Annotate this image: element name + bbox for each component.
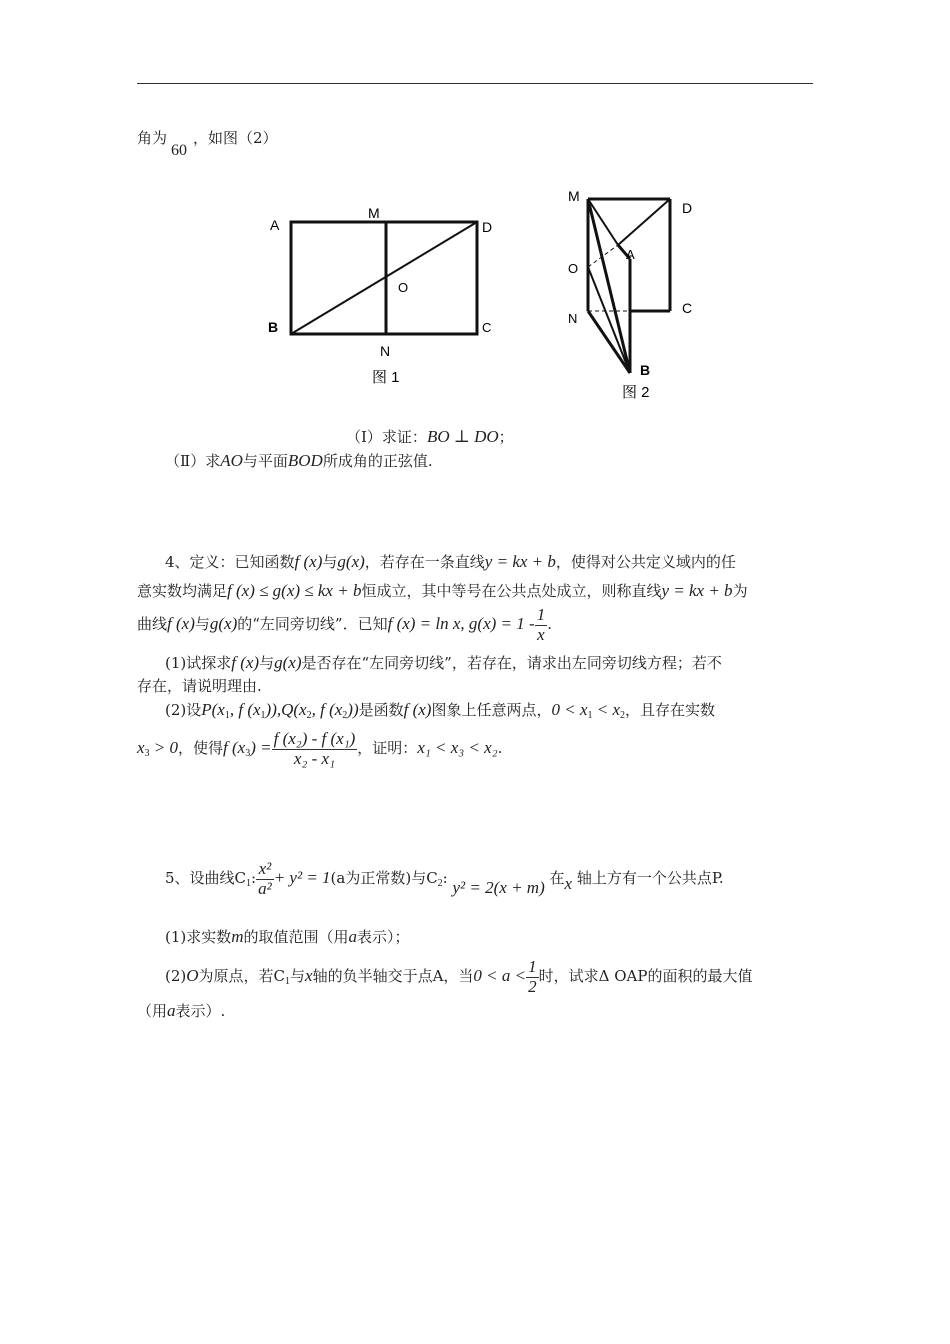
q4-p2-fx3b: ) =: [250, 738, 272, 758]
q4-p2-line1: [165, 701, 715, 721]
q5-p2d: 轴的负半轴交于点A，当: [312, 967, 474, 986]
fig2-label-D: D: [682, 200, 693, 216]
q3-part1: [346, 428, 514, 445]
q5-p1a: (1)求实数: [165, 928, 232, 946]
fig1-diagonal: [291, 222, 477, 334]
q4-l1b: ，若存在一条直线: [364, 553, 485, 571]
q4-period: .: [547, 615, 552, 634]
q5-plus-y: + y² = 1: [273, 868, 331, 888]
sub: 2: [306, 710, 312, 721]
q3-part1-math: BO ⊥ DO: [426, 427, 499, 446]
q4-line1: [165, 553, 736, 570]
q4-def-den: x: [537, 624, 545, 644]
header-rule: [137, 83, 813, 84]
q5-l1c: :: [442, 869, 448, 888]
fig1-label-N: N: [380, 343, 391, 359]
q4-p2-ineq-b: < x: [592, 700, 621, 719]
q3-part2-suffix: 所成角的正弦值.: [322, 452, 433, 470]
q4-gx-3: g(x): [274, 653, 302, 672]
q3-part2: [165, 452, 433, 469]
q5-p2a: (2): [165, 967, 187, 986]
q5-a-2: a: [167, 1001, 176, 1020]
q4-p1-line2: [137, 679, 262, 694]
q4-l1c: ，使得对公共定义域内的任: [555, 553, 736, 571]
q5-frac: [256, 860, 274, 898]
q4-p2-Pf: , f (x: [229, 700, 261, 719]
q5-l1e: 轴上方有一个公共点P.: [576, 869, 724, 888]
q4-p2-ineq-a: 0 < x: [551, 700, 588, 719]
sub: 3: [144, 748, 150, 760]
q4-l3a: 曲线: [137, 615, 168, 634]
q5-p1: [165, 928, 410, 945]
q4-p2-P: P(x: [201, 700, 225, 719]
sub: 1: [285, 976, 291, 988]
q4-line-eq: y = kx + b: [484, 552, 556, 571]
q5-a: a: [348, 927, 358, 946]
fig2-label-N: N: [568, 311, 578, 326]
q4-p2-den: x₂ - x₁: [293, 748, 335, 768]
q4-l2b: 恒成立，其中等号在公共点处成立，则称直线: [361, 582, 662, 600]
q5-half-num: 1: [528, 957, 537, 976]
q5-p2c: 与: [290, 967, 306, 986]
q5-l1d: 在: [549, 869, 565, 888]
q5-half-den: 2: [528, 976, 537, 996]
sub: 2: [342, 710, 348, 721]
q4-yu-2: 与: [194, 615, 210, 634]
q4-p2-points: [201, 700, 358, 719]
sub: 1: [224, 710, 230, 721]
q5-ineq: 0 < a <: [473, 966, 527, 986]
q4-gx-2: g(x): [209, 614, 238, 634]
q4-p2-x3: [137, 738, 179, 760]
q4-l3b: 的“左同旁切线”．已知: [237, 615, 388, 634]
q4-yu: 与: [322, 553, 338, 571]
fig1-label-B: B: [268, 319, 279, 335]
q4-p2d: ，且存在实数: [625, 701, 716, 719]
sub: 1: [246, 878, 252, 890]
q4-p1c: 存在，请说明理由.: [137, 677, 262, 695]
q4-l1a: 4、定义：已知函数: [165, 553, 295, 571]
q4-p2-Qend: )): [347, 700, 359, 719]
sub: 1: [587, 710, 593, 721]
q3-part1-suffix: ；: [498, 428, 514, 446]
intro-text: 角为: [137, 129, 168, 147]
q4-p2c: 图象上任意两点，: [431, 701, 552, 719]
sub: 1: [260, 710, 266, 721]
fig1-label-A: A: [270, 217, 280, 233]
sub: 2: [437, 878, 443, 890]
q5-num: x²: [256, 860, 274, 880]
fig1-label-D: D: [482, 219, 493, 235]
q5-p2b: 为原点，若C: [198, 967, 286, 986]
q4-line3: [137, 606, 552, 644]
intro-tail: ，如图（2）: [193, 129, 278, 147]
intro-line: [137, 129, 278, 159]
q4-p2-ineq: [551, 700, 625, 719]
q5-line1: [165, 860, 724, 898]
q4-p2f: ，证明：: [357, 739, 418, 758]
q4-period-2: .: [497, 739, 503, 758]
sub: 2: [620, 710, 626, 721]
angle-value: 60: [171, 142, 188, 159]
q4-def-num: 1: [536, 605, 546, 624]
q3-part2-math1: AO: [220, 451, 243, 470]
q5-eq2: y² = 2(x + m): [452, 878, 545, 898]
fig1-caption: 图 1: [372, 369, 400, 386]
q5-colon: :: [251, 869, 257, 888]
q4-p2-x3b: > 0: [149, 738, 179, 758]
q4-p2g: x₁ < x₃ < x₂: [417, 738, 498, 758]
q4-def-f: f (x) = ln x, g(x) = 1 -: [387, 614, 535, 634]
q5-l1b: (a为正常数)与C: [330, 869, 438, 888]
fig1-label-M: M: [368, 205, 380, 221]
q5-l1a: 5、设曲线C: [165, 869, 247, 888]
q4-p2e: ，使得: [178, 739, 224, 758]
q5-p1b: 的取值范围（用: [243, 928, 349, 946]
fig2-label-C: C: [682, 300, 693, 316]
q4-p2-Qf: , f (x: [311, 700, 343, 719]
q4-p2-num: f (x₂) - f (x₁): [273, 729, 356, 748]
fig2-label-B: B: [640, 362, 651, 378]
q4-fx: f (x): [294, 552, 323, 571]
q4-l2a: 意实数均满足: [137, 582, 228, 600]
q4-p2-fx3: [223, 738, 272, 760]
q3-part2-mid: 与平面: [242, 452, 288, 470]
q5-p2: [165, 958, 752, 996]
fig1-label-C: C: [482, 320, 492, 335]
q4-p1-line1: [165, 654, 722, 671]
q5-half: [526, 958, 539, 996]
q4-p2a: (2)设: [165, 701, 202, 719]
fig2-label-A: A: [626, 247, 635, 262]
q4-ineq: f (x) ≤ g(x) ≤ kx + b: [227, 581, 362, 600]
q3-part2-math2: BOD: [287, 451, 323, 470]
q4-fx-4: f (x): [403, 700, 432, 719]
fig2-label-O: O: [568, 261, 579, 276]
q4-def-frac: [535, 606, 548, 644]
q5-p1c: 表示）；: [357, 928, 410, 946]
q4-p2-Q: )),Q(x: [265, 700, 307, 719]
fig2-caption: 图 2: [622, 384, 650, 401]
q4-fx-2: f (x): [167, 614, 195, 634]
q5-O: O: [186, 966, 199, 986]
q4-yu-3: 与: [259, 654, 275, 672]
q5-p3: [137, 1002, 225, 1019]
q3-part1-prefix: （Ⅰ）求证：: [346, 428, 427, 446]
fig2-label-M: M: [568, 188, 580, 204]
figure-2: [560, 183, 710, 403]
q4-p2-line2: [137, 730, 502, 768]
q5-den: a²: [258, 878, 272, 898]
fig1-label-O: O: [398, 280, 409, 295]
sub: 3: [245, 748, 251, 760]
q5-p3b: 表示）.: [175, 1002, 226, 1020]
q4-gx: g(x): [337, 552, 365, 571]
q4-p2-x3a: x: [137, 738, 145, 758]
q5-p2e: 时，试求Δ OAP的面积的最大值: [538, 967, 753, 986]
q4-line2: [137, 582, 748, 599]
q5-p3a: （用: [137, 1002, 168, 1020]
q3-part2-prefix: （Ⅱ）求: [165, 452, 221, 470]
q4-fx-3: f (x): [231, 653, 260, 672]
q5-m: m: [231, 927, 244, 946]
q4-line-eq-2: y = kx + b: [661, 581, 733, 600]
q5-x: x: [564, 874, 573, 894]
q4-p1a: (1)试探求: [165, 654, 232, 672]
q4-p2b: 是函数: [358, 701, 404, 719]
q4-p1b: 是否存在“左同旁切线”，若存在，请求出左同旁切线方程；若不: [301, 654, 722, 672]
q4-p2-frac: [272, 730, 358, 768]
figure-1: [262, 200, 507, 390]
q4-p2-fx3a: f (x: [223, 738, 246, 758]
q4-l2c: 为: [732, 582, 748, 600]
q5-x-2: x: [305, 966, 313, 986]
